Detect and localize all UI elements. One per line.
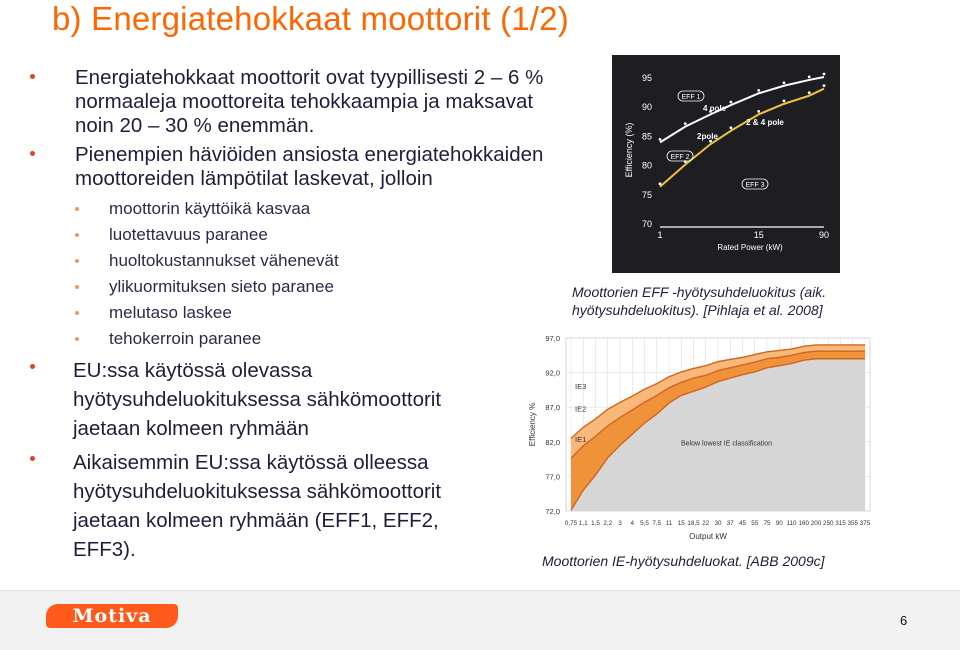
x-tick-label: 15 [677, 520, 685, 527]
pole-annotation: 2 & 4 pole [746, 118, 784, 127]
x-tick-label: 250 [822, 520, 834, 527]
x-axis-label: Output kW [689, 532, 727, 541]
x-tick-label: 200 [810, 520, 822, 527]
bullet-text: Pienempien häviöiden ansiosta energiatehokkaiden moottoreiden lämpötilat laskevat, jolloin [75, 143, 544, 190]
x-tick-label: 1,5 [591, 520, 600, 527]
x-tick-label: 15 [753, 230, 764, 240]
pole-annotation: 2pole [697, 132, 718, 141]
bullet-dot-icon [30, 151, 35, 156]
sub-bullet-text: tehokerroin paranee [109, 329, 262, 348]
x-tick-label: 90 [818, 230, 830, 240]
eff-chart-caption: Moottorien EFF -hyötysuhdeluokitus (aik. hyötysuhdeluokitus). [Pihlaja et al. 2008] [572, 284, 827, 318]
y-tick-label: 75 [641, 189, 652, 200]
y-tick-label: 85 [641, 131, 652, 142]
y-axis-label: Efficiency (%) [624, 122, 634, 178]
bullet-text: EU:ssa käytössä olevassa hyötysuhdeluokituksessa sähkömoottorit jaetaan kolmeen ryhmään [73, 359, 442, 440]
data-point [730, 126, 733, 129]
x-tick-label: 2,2 [603, 520, 613, 527]
x-axis-label: Rated Power (kW) [717, 243, 783, 252]
slide-title: b) Energiatehokkaat moottorit (1/2) [52, 0, 569, 37]
sub-bullet-text: melutaso laskee [109, 303, 232, 322]
data-point [684, 122, 687, 125]
sub-bullet-dot-icon [75, 207, 79, 211]
x-tick-label: 7,5 [652, 520, 662, 527]
x-tick-label: 3 [618, 520, 622, 527]
sub-bullet-text: huoltokustannukset vähenevät [109, 251, 339, 270]
sub-bullet-item [30, 248, 550, 274]
x-tick-label: 90 [775, 520, 783, 527]
y-tick-label: 82,0 [545, 437, 560, 447]
sub-bullet-item [30, 300, 550, 326]
band-label: IE1 [575, 434, 587, 444]
data-point [659, 138, 662, 141]
data-point [783, 99, 786, 102]
sub-bullet-dot-icon [75, 285, 79, 289]
data-point [757, 110, 760, 113]
sub-bullet-text: luotettavuus paranee [109, 225, 268, 244]
sub-bullet-item [30, 222, 550, 248]
x-tick-label: 0,75 [564, 520, 578, 527]
class-label: EFF 2 [670, 154, 690, 161]
bullet-dot-icon [30, 456, 35, 461]
ie-chart-caption: Moottorien IE-hyötysuhdeluokat. [ABB 2009c] [542, 553, 825, 569]
bullet-item [30, 143, 550, 191]
x-tick-label: 375 [859, 520, 871, 527]
sub-bullet-dot-icon [75, 337, 79, 341]
sub-bullet-text: moottorin käyttöikä kasvaa [109, 199, 311, 218]
data-point [823, 73, 826, 76]
x-tick-label: 22 [702, 520, 710, 527]
x-tick-label: 18,5 [687, 520, 700, 527]
sub-bullet-item [30, 274, 550, 300]
pole-annotation: 4 pole [703, 104, 727, 113]
y-tick-label: 92,0 [545, 368, 560, 378]
x-tick-label: 45 [738, 520, 747, 527]
bullet-dot-icon [30, 364, 35, 369]
band-label: IE2 [575, 404, 587, 414]
sub-bullet-dot-icon [75, 233, 79, 237]
sub-bullet-item [30, 196, 550, 222]
bullet-item [30, 356, 500, 443]
x-tick-label: 110 [786, 520, 797, 527]
data-point [757, 89, 760, 92]
x-tick-label: 30 [714, 520, 722, 527]
y-axis-label: Efficiency % [528, 402, 537, 447]
x-tick-label: 1,1 [578, 520, 588, 527]
data-point [823, 84, 826, 87]
bullet-dot-icon [30, 74, 35, 79]
x-tick-label: 75 [763, 520, 771, 527]
sub-bullet-item [30, 326, 550, 352]
sub-bullet-dot-icon [75, 259, 79, 263]
y-tick-label: 97,0 [545, 334, 560, 343]
x-tick-label: 355 [847, 520, 859, 527]
x-tick-label: 160 [798, 520, 810, 527]
motiva-logo [46, 604, 178, 628]
class-label: EFF 1 [681, 94, 701, 101]
bullet-item [30, 448, 450, 564]
page-number: 6 [900, 613, 908, 628]
y-tick-label: 90 [641, 102, 652, 113]
x-tick-label: 5,5 [640, 520, 649, 527]
class-label: EFF 3 [745, 182, 765, 189]
data-point [808, 76, 811, 79]
x-tick-label: 1 [657, 230, 663, 240]
data-point [783, 81, 786, 84]
ie-chart [522, 328, 880, 544]
y-tick-label: 77,0 [545, 472, 560, 482]
data-point [730, 101, 733, 104]
y-tick-label: 80 [641, 160, 652, 171]
data-point [659, 182, 662, 185]
below-ie1-annotation: Below lowest IE classification [681, 440, 773, 448]
x-tick-label: 55 [751, 520, 759, 527]
x-tick-label: 11 [665, 520, 673, 527]
data-point [808, 91, 811, 94]
y-tick-label: 87,0 [545, 403, 560, 413]
y-tick-label: 70 [641, 219, 652, 229]
bullet-item [30, 66, 550, 138]
y-tick-label: 95 [641, 73, 652, 83]
bullet-list [30, 66, 550, 569]
x-tick-label: 4 [630, 520, 635, 527]
bullet-text: Energiatehokkaat moottorit ovat tyypillisesti 2 – 6 % normaaleja moottoreita tehokkaampia ja maksavat noin 20 – 30 % enemmän. [75, 66, 544, 137]
x-tick-label: 315 [835, 520, 846, 527]
sub-bullet-text: ylikuormituksen sieto paranee [109, 277, 334, 296]
sub-bullet-dot-icon [75, 311, 79, 315]
y-tick-label: 72,0 [545, 507, 560, 516]
logo-text: Motiva [72, 605, 152, 627]
eff-chart [612, 55, 840, 273]
bullet-text: Aikaisemmin EU:ssa käytössä olleessa hyötysuhdeluokituksessa sähkömoottorit jaetaan kolmeen ryhmään (EFF1, EFF2, EFF3). [73, 451, 442, 561]
band-label: IE3 [575, 382, 587, 392]
x-tick-label: 37 [726, 520, 734, 527]
